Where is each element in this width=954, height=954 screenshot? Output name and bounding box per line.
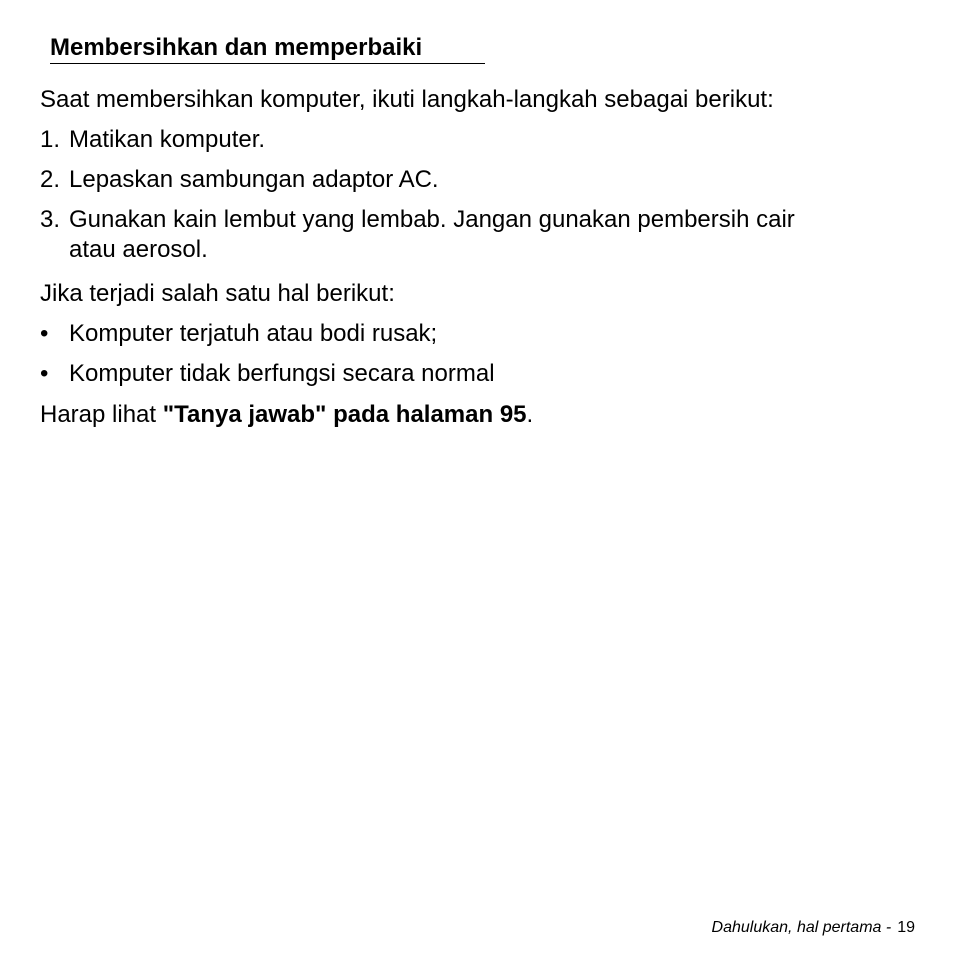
cross-reference-link[interactable]: "Tanya jawab" pada halaman 95 (162, 401, 527, 428)
page-footer (712, 918, 915, 938)
step-number: 3. (40, 206, 61, 233)
bullet-text: Komputer tidak berfungsi secara normal (69, 360, 495, 387)
step-text-line-1 (69, 205, 915, 235)
step-text: Lepaskan sambungan adaptor AC. (69, 166, 439, 193)
reference-prefix: Harap lihat (40, 401, 163, 428)
step-number: 2. (40, 166, 61, 193)
conditions-intro: Jika terjadi salah satu hal berikut: (40, 280, 395, 307)
intro-paragraph: Saat membersihkan komputer, ikuti langkah-langkah sebagai berikut: (40, 86, 774, 113)
footer-section-title: Dahulukan, hal pertama - (711, 919, 892, 936)
step-text-line-2: atau aerosol. (69, 236, 208, 263)
reference-suffix: . (526, 401, 534, 428)
page-number: 19 (897, 919, 915, 936)
bullet-marker: • (40, 320, 49, 347)
step-number: 1. (40, 126, 61, 153)
section-heading: Membersihkan dan memperbaiki (50, 34, 423, 61)
heading-underline (50, 63, 485, 64)
reference-paragraph (40, 400, 533, 430)
bullet-text: Komputer terjatuh atau bodi rusak; (69, 320, 438, 347)
step-text-line-1-content: Gunakan kain lembut yang lembab. Jangan gunakan pembersih cair (69, 206, 795, 233)
step-text: Matikan komputer. (69, 126, 266, 153)
bullet-marker: • (40, 360, 49, 387)
